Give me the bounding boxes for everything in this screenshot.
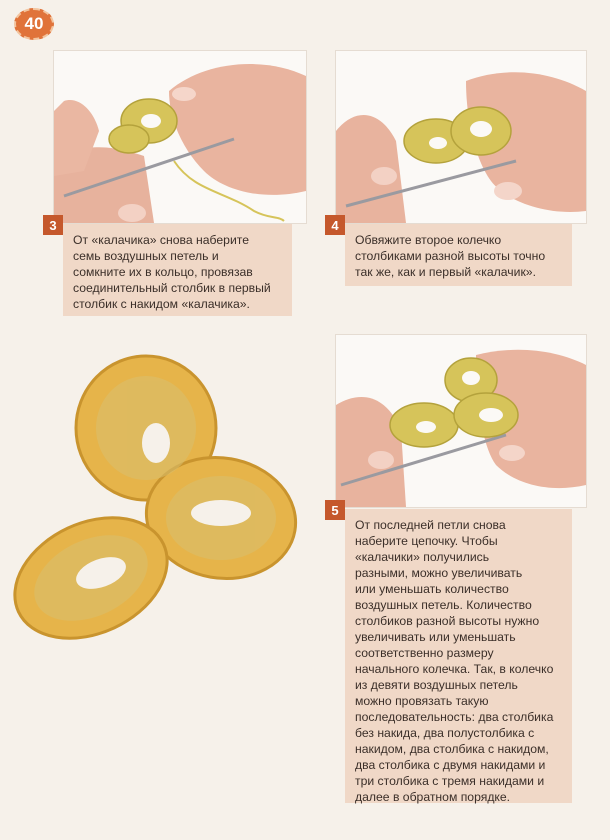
step-5-line: От последней петли снова [355, 518, 506, 532]
step-5-line: далее в обратном порядке. [355, 790, 511, 804]
step-3-line: семь воздушных петель и [73, 249, 219, 263]
step-5-line: из девяти воздушных петель [355, 678, 518, 692]
step-5-line: разными, можно увеличивать [355, 566, 523, 580]
step-5-line: увеличивать или уменьшать [355, 630, 516, 644]
finished-trefoil [6, 348, 306, 668]
step-4-caption [345, 224, 572, 286]
step-3-caption [63, 224, 292, 316]
step-5-line: можно провязать такую [355, 694, 489, 708]
step-5-line: последовательность: два столбика [355, 710, 554, 724]
step-3-line: соединительный столбик в первый [73, 281, 271, 295]
step-5-line: три столбика с тремя накидами и [355, 774, 545, 788]
step-5-line: накидом, два столбика с накидом, [355, 742, 549, 756]
step-3-line: От «калачика» снова наберите [73, 233, 249, 247]
page-number: 40 [24, 14, 44, 33]
step-4-number: 4 [325, 215, 345, 235]
step-3-line: сомкните их в кольцо, провязав [73, 265, 253, 279]
step-3-photo [53, 50, 307, 224]
step-4-line: Обвяжите второе колечко [355, 233, 502, 247]
step-5-line: столбиков разной высоты нужно [355, 614, 540, 628]
step-4-photo [335, 50, 587, 224]
step-5-line: два столбика с двумя накидами и [355, 758, 546, 772]
step-4-line: так же, как и первый «калачик». [355, 265, 536, 279]
step-5-line: «калачики» получились [355, 550, 490, 564]
page-number-badge [14, 8, 54, 40]
step-5-caption [345, 509, 572, 803]
step-5-line: наберите цепочку. Чтобы [355, 534, 498, 548]
step-3-line: столбик с накидом «калачика». [73, 297, 250, 311]
step-4-line: столбиками разной высоты точно [355, 249, 546, 263]
step-5-line: без накида, два полустолбика с [355, 726, 535, 740]
step-5-photo [335, 334, 587, 508]
step-5-line: или уменьшать количество [355, 582, 509, 596]
step-3-number: 3 [43, 215, 63, 235]
step-5-line: начального колечка. Так, в колечко [355, 662, 554, 676]
step-5-line: воздушных петель. Количество [355, 598, 532, 612]
step-5-number: 5 [325, 500, 345, 520]
step-5-line: соответственно размеру [355, 646, 494, 660]
